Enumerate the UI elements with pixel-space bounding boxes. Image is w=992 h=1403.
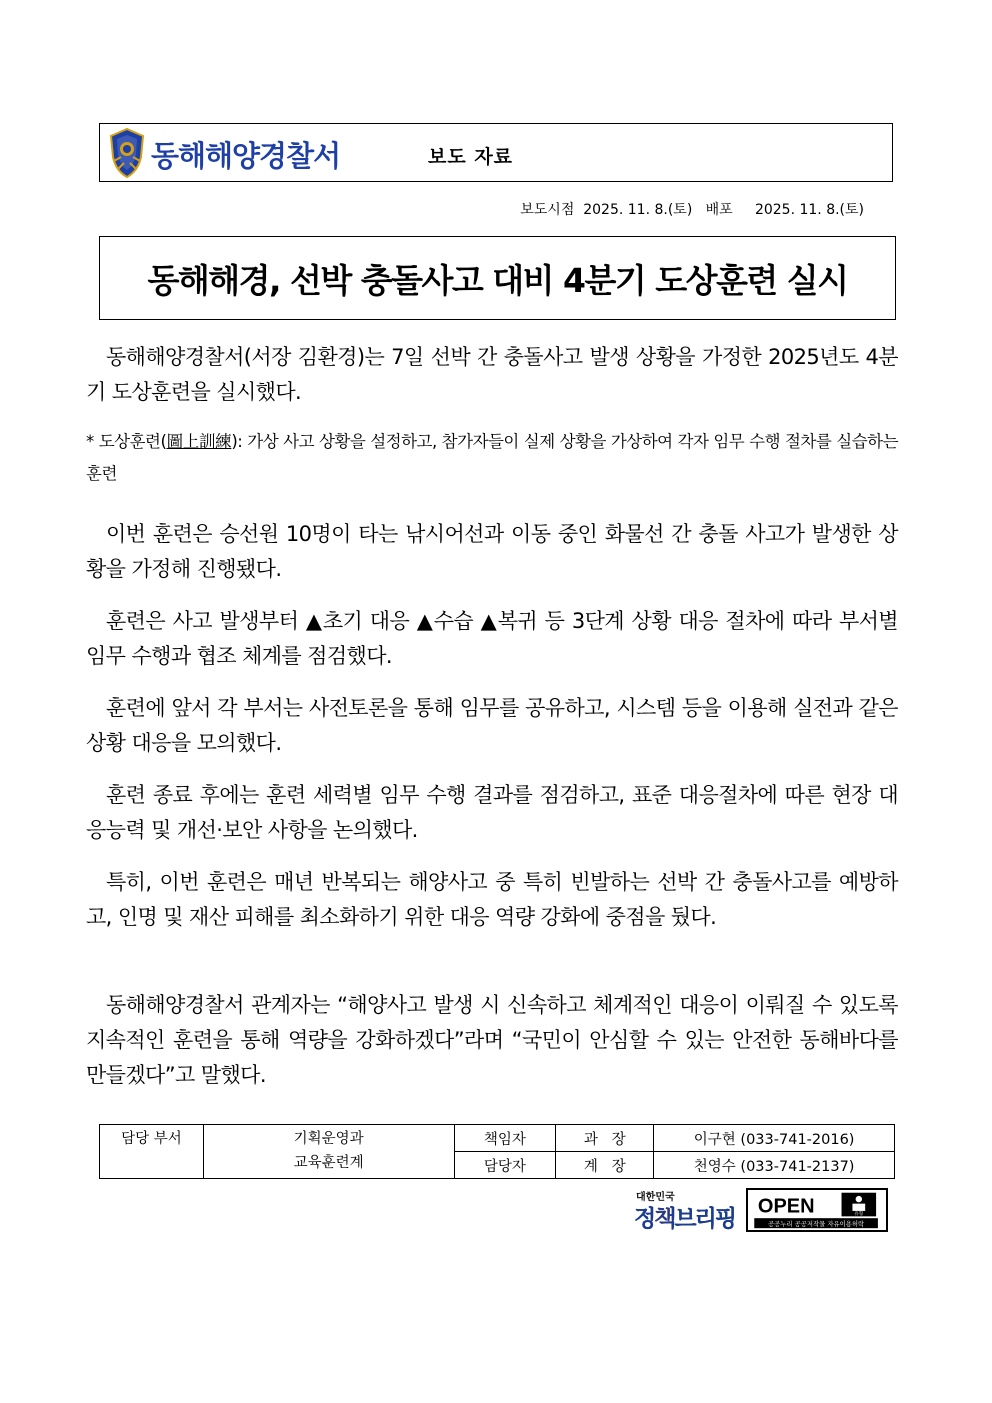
note-prefix: * 도상훈련( <box>86 432 167 451</box>
dept-name <box>203 1125 454 1179</box>
paragraph-6-text: 특히, 이번 훈련은 매년 반복되는 해양사고 중 특히 빈발하는 선박 간 충돌사고를 예방하고, 인명 및 재산 피해를 최소화하기 위한 대응 역량 강화에 중점을 뒀다. <box>86 870 898 929</box>
paragraph-7-text: 동해해양경찰서 관계자는 “해양사고 발생 시 신속하고 체계적인 대응이 이뤄질 수 있도록 지속적인 훈련을 통해 역량을 강화하겠다”라며 “국민이 안심할 수 있는 안전한 동해바다를 만들겠다”고 말했다. <box>86 993 898 1087</box>
open-license-type: 유형 <box>854 1211 864 1216</box>
note-hanja-term: 圖上訓練 <box>166 432 232 451</box>
policy-logo-word: 정책브리핑 <box>634 1206 736 1232</box>
dept-line-1: 기획운영과 <box>293 1131 364 1147</box>
person-cell: 이구현 (033-741-2016) <box>654 1125 895 1152</box>
coast-guard-emblem-icon <box>108 127 146 179</box>
term-note <box>86 426 898 490</box>
table-row <box>100 1125 895 1152</box>
policy-briefing-logo <box>632 1188 738 1234</box>
position-cell: 과 장 <box>556 1125 654 1152</box>
paragraph-6 <box>86 865 898 935</box>
paragraph-1-text: 동해해양경찰서(서장 김환경)는 7일 선박 간 충돌사고 발생 상황을 가정한 2025년도 4분기 도상훈련을 실시했다. <box>86 345 898 404</box>
paragraph-2-text: 이번 훈련은 승선원 10명이 타는 낚시어선과 이동 중인 화물선 간 충돌 사고가 발생한 상황을 가정해 진행됐다. <box>86 522 898 581</box>
paragraph-4-text: 훈련에 앞서 각 부서는 사전토론을 통해 임무를 공유하고, 시스템 등을 이용해 실전과 같은 상황 대응을 모의했다. <box>86 696 898 755</box>
kogl-open-license-icon <box>746 1188 888 1232</box>
role-cell: 책임자 <box>454 1125 556 1152</box>
note-suffix: ): 가상 사고 상황을 설정하고, 참가자들이 실제 상황을 가상하여 각자 임무 수행 절차를 실습하는 훈련 <box>86 432 899 483</box>
paragraph-7 <box>86 988 898 1093</box>
release-date-line: 보도시점 2025. 11. 8.(토) 배포 2025. 11. 8.(토) <box>520 202 864 218</box>
person-cell: 천영수 (033-741-2137) <box>654 1152 895 1179</box>
title-box <box>99 236 896 320</box>
doc-type-label: 보도 자료 <box>428 146 514 168</box>
policy-logo-small-text: 대한민국 <box>636 1192 675 1203</box>
paragraph-3-text: 훈련은 사고 발생부터 ▲초기 대응 ▲수습 ▲복귀 등 3단계 상황 대응 절차에 따라 부서별 임무 수행과 협조 체계를 점검했다. <box>86 609 898 668</box>
paragraph-4 <box>86 691 898 761</box>
open-caption: 공공누리 공공저작물 자유이용허락 <box>767 1220 865 1228</box>
paragraph-5 <box>86 778 898 848</box>
org-name: 동해해양경찰서 <box>151 139 341 173</box>
position-cell: 계 장 <box>556 1152 654 1179</box>
paragraph-3 <box>86 604 898 674</box>
policy-logo-big-text <box>634 1200 735 1233</box>
press-release-title: 동해해경, 선박 충돌사고 대비 4분기 도상훈련 실시 <box>147 260 848 300</box>
footer-logos <box>632 1188 888 1234</box>
header-box <box>99 123 893 182</box>
paragraph-5-text: 훈련 종료 후에는 훈련 세력별 임무 수행 결과를 점검하고, 표준 대응절차에 따른 현장 대응능력 및 개선·보안 사항을 논의했다. <box>86 783 898 842</box>
contact-table <box>99 1124 895 1179</box>
role-cell: 담당자 <box>454 1152 556 1179</box>
dept-label: 담당 부서 <box>100 1125 204 1179</box>
paragraph-2 <box>86 517 898 587</box>
dept-line-2: 교육훈련계 <box>293 1155 364 1171</box>
open-word: OPEN <box>757 1195 815 1218</box>
paragraph-1 <box>86 340 898 410</box>
